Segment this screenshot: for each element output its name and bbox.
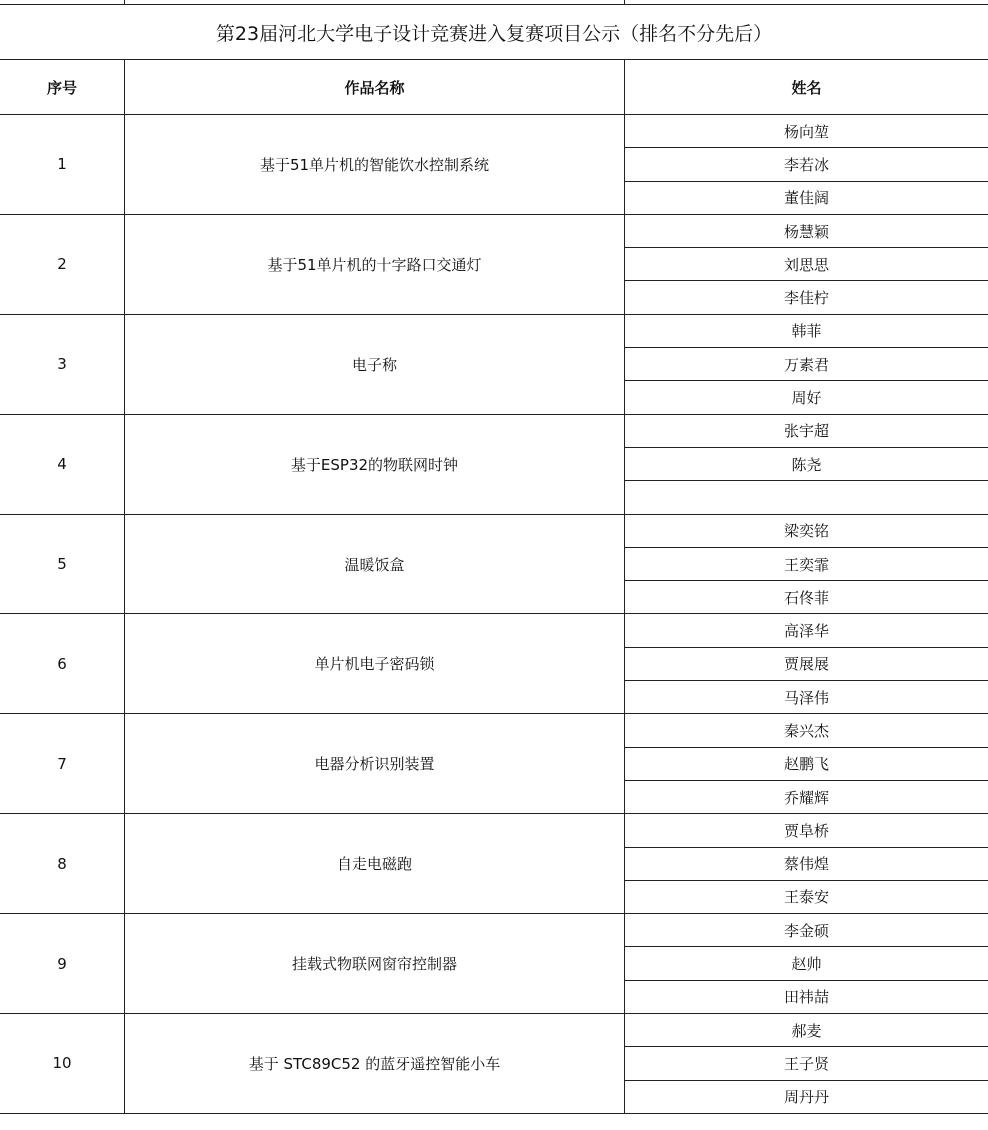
member-name: 贾阜桥: [625, 814, 988, 847]
table-title: 第23届河北大学电子设计竞赛进入复赛项目公示（排名不分先后）: [0, 5, 988, 60]
row-index: 1: [0, 115, 125, 215]
project-name: 温暖饭盒: [125, 514, 625, 614]
row-index: 6: [0, 614, 125, 714]
member-name: 贾展展: [625, 647, 988, 680]
member-name: 王泰安: [625, 880, 988, 913]
member-name: 赵鹏飞: [625, 747, 988, 780]
member-name: 杨向堃: [625, 115, 988, 148]
member-name: 陈尧: [625, 447, 988, 480]
table-row: [0, 914, 988, 947]
project-name: 自走电磁跑: [125, 814, 625, 914]
member-name: 杨慧颖: [625, 214, 988, 247]
member-name: 郝麦: [625, 1014, 988, 1047]
table-row: [0, 314, 988, 347]
member-name: 万素君: [625, 348, 988, 381]
member-name: 董佳阔: [625, 181, 988, 214]
table-row: [0, 514, 988, 547]
member-name: 张宇超: [625, 414, 988, 447]
project-name: 基于ESP32的物联网时钟: [125, 414, 625, 514]
member-name: 李金硕: [625, 914, 988, 947]
member-name: 王奕霏: [625, 547, 988, 580]
row-index: 10: [0, 1014, 125, 1114]
table-row: [0, 414, 988, 447]
project-name: 基于51单片机的十字路口交通灯: [125, 214, 625, 314]
row-index: 7: [0, 714, 125, 814]
member-name: 李若冰: [625, 148, 988, 181]
row-index: 3: [0, 314, 125, 414]
table-row: [0, 1014, 988, 1047]
header-index: 序号: [0, 60, 125, 115]
row-index: 2: [0, 214, 125, 314]
table-row: [0, 214, 988, 247]
member-name: 王子贤: [625, 1047, 988, 1080]
member-name: 刘思思: [625, 248, 988, 281]
table-row: [0, 714, 988, 747]
row-index: 5: [0, 514, 125, 614]
table-row: [0, 814, 988, 847]
member-name: 乔耀辉: [625, 780, 988, 813]
header-row: [0, 60, 988, 115]
project-name: 基于51单片机的智能饮水控制系统: [125, 115, 625, 215]
member-name: 高泽华: [625, 614, 988, 647]
member-name: 石佟菲: [625, 581, 988, 614]
member-name: 周丹丹: [625, 1080, 988, 1113]
header-names: 姓名: [625, 60, 988, 115]
project-name: 电子称: [125, 314, 625, 414]
table-row: [0, 614, 988, 647]
member-name: 赵帅: [625, 947, 988, 980]
project-name: 挂载式物联网窗帘控制器: [125, 914, 625, 1014]
row-index: 9: [0, 914, 125, 1014]
member-name: 秦兴杰: [625, 714, 988, 747]
member-name: 田祎喆: [625, 980, 988, 1013]
row-index: 8: [0, 814, 125, 914]
table-row: [0, 115, 988, 148]
member-name: [625, 481, 988, 514]
member-name: 李佳柠: [625, 281, 988, 314]
member-name: 周好: [625, 381, 988, 414]
member-name: 蔡伟煌: [625, 847, 988, 880]
member-name: 韩菲: [625, 314, 988, 347]
member-name: 马泽伟: [625, 681, 988, 714]
member-name: 梁奕铭: [625, 514, 988, 547]
row-index: 4: [0, 414, 125, 514]
project-name: 单片机电子密码锁: [125, 614, 625, 714]
project-name: 基于 STC89C52 的蓝牙遥控智能小车: [125, 1014, 625, 1114]
project-name: 电器分析识别装置: [125, 714, 625, 814]
header-project: 作品名称: [125, 60, 625, 115]
